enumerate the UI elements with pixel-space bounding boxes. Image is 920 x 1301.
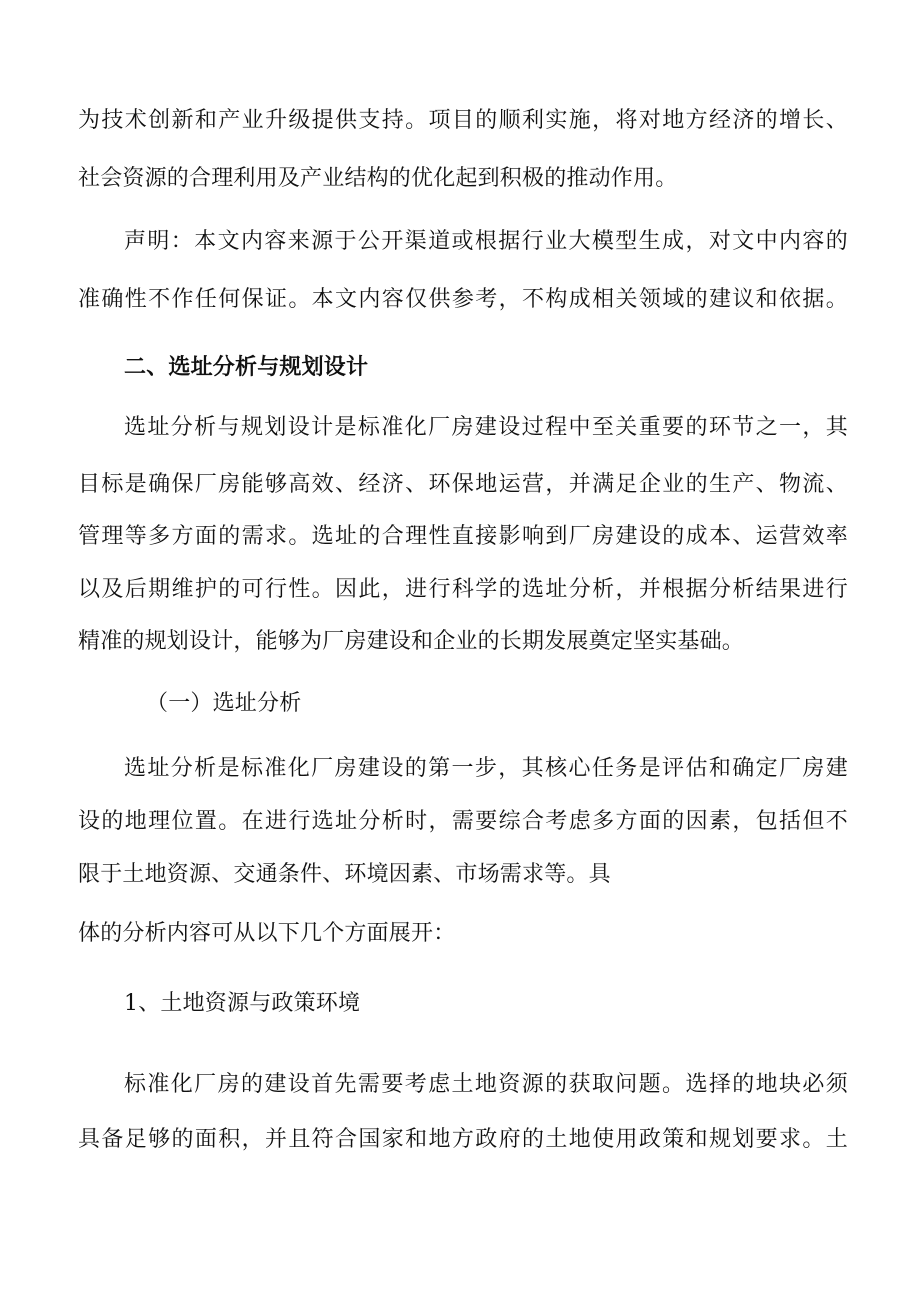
paragraph-line: 标准化厂房的建设首先需要考虑土地资源的获取问题。选择的地块必须 [124,1072,848,1097]
paragraph-line: 社会资源的合理利用及产业结构的优化起到积极的推动作用。 [78,166,678,191]
paragraph-line: 为技术创新和产业升级提供支持。项目的顺利实施，将对地方经济的增长、 [78,108,848,133]
section-heading: 二、选址分析与规划设计 [124,354,369,380]
paragraph-line: 限于土地资源、交通条件、环境因素、市场需求等。具 [78,862,611,887]
notice-line: 准确性不作任何保证。本文内容仅供参考，不构成相关领域的建议和依据。 [78,287,848,312]
item-heading: 1、土地资源与政策环境 [124,991,361,1016]
paragraph-line: 管理等多方面的需求。选址的合理性直接影响到厂房建设的成本、运营效率 [78,524,848,549]
paragraph-line: 精准的规划设计，能够为厂房建设和企业的长期发展奠定坚实基础。 [78,629,745,654]
paragraph-line: 选址分析是标准化厂房建设的第一步，其核心任务是评估和确定厂房建 [124,756,848,781]
paragraph-line: 选址分析与规划设计是标准化厂房建设过程中至关重要的环节之一，其 [124,415,848,440]
paragraph-line: 目标是确保厂房能够高效、经济、环保地运营，并满足企业的生产、物流、 [78,472,848,497]
paragraph-line: 体的分析内容可从以下几个方面展开： [78,921,456,946]
paragraph-line: 以及后期维护的可行性。因此，进行科学的选址分析，并根据分析结果进行 [78,577,848,602]
paragraph-line: 具备足够的面积，并且符合国家和地方政府的土地使用政策和规划要求。土 [78,1127,848,1152]
paragraph-line: 设的地理位置。在进行选址分析时，需要综合考虑多方面的因素，包括但不 [78,809,848,834]
notice-line: 声明：本文内容来源于公开渠道或根据行业大模型生成，对文中内容的 [124,229,848,254]
subsection-heading: （一）选址分析 [146,691,302,716]
